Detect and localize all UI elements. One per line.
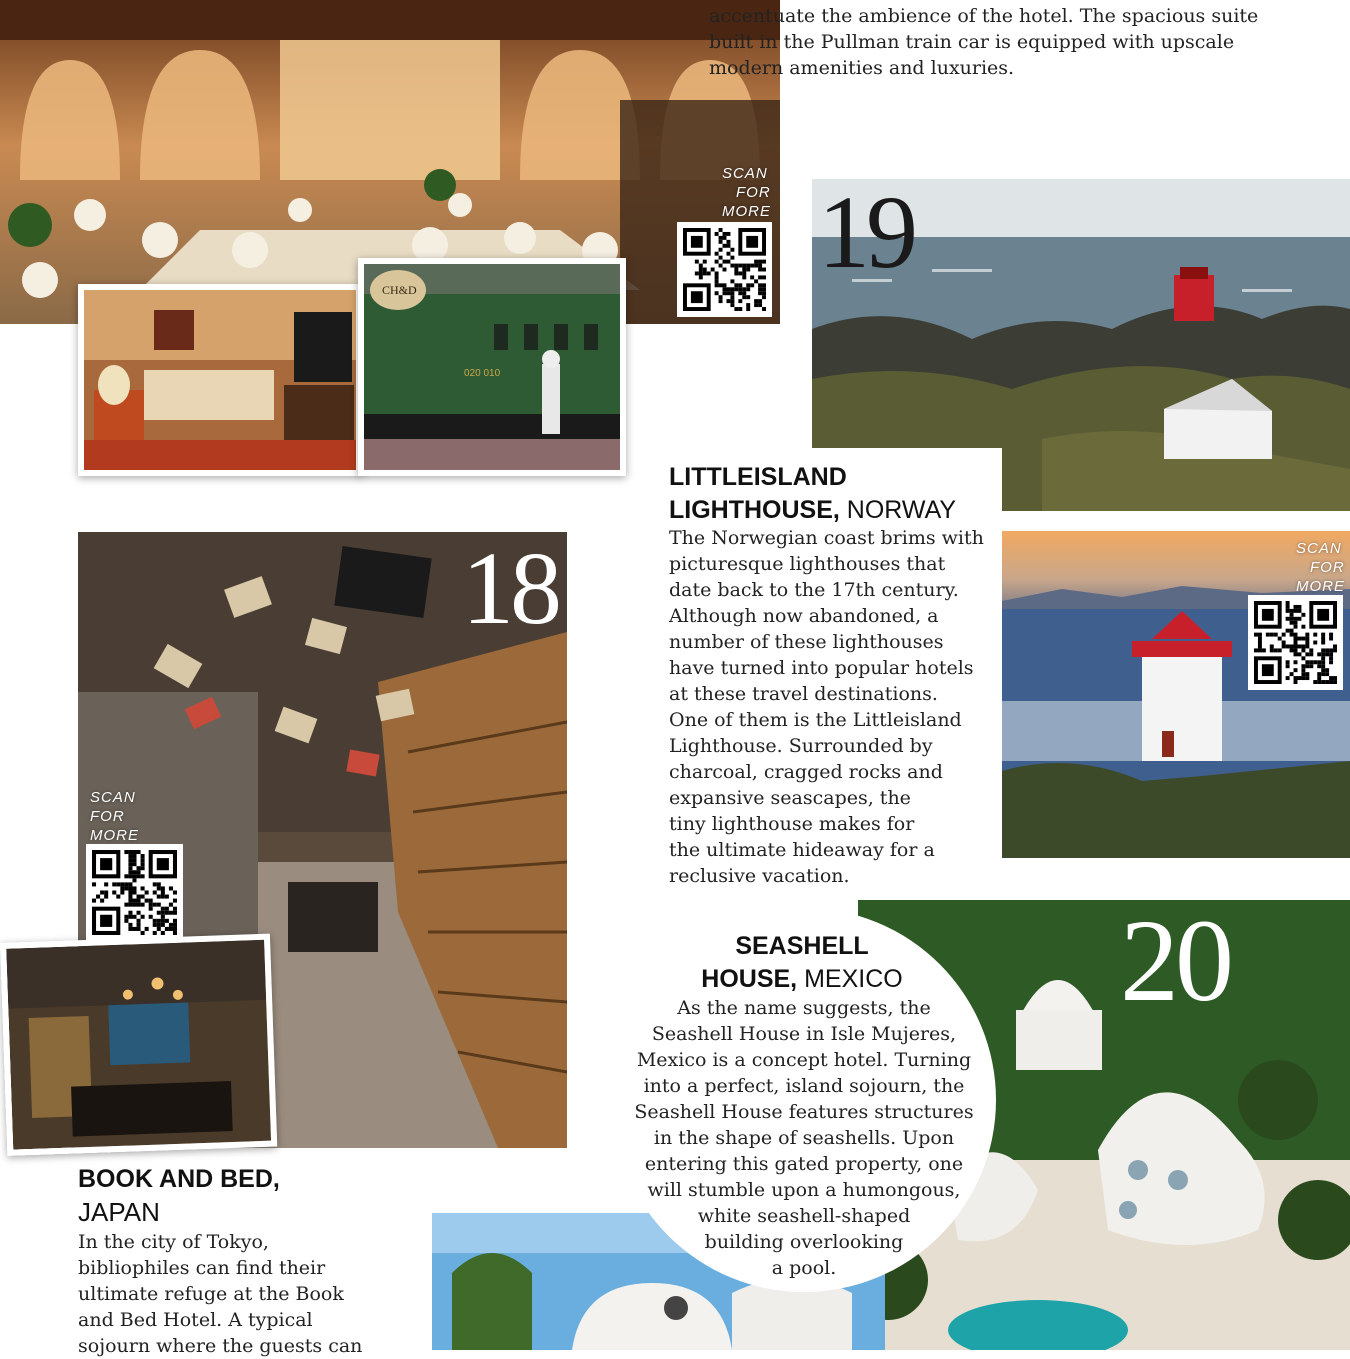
qr-pattern <box>1254 601 1337 684</box>
qr-pattern <box>683 228 766 311</box>
lighthouse-title-bold: LIGHTHOUSE, <box>669 496 840 524</box>
body-line: in the shape of seashells. Upon <box>653 1127 955 1149</box>
item-number-19: 19 <box>818 175 914 290</box>
seashell-body <box>612 995 996 1281</box>
body-line: have turned into popular hotels <box>669 657 974 679</box>
body-line: at these travel destinations. <box>669 683 938 705</box>
bookbed-title <box>78 1163 280 1229</box>
item-number-18: 18 <box>462 531 558 646</box>
body-line: tiny lighthouse makes for <box>669 813 915 835</box>
qr-code-bookbed[interactable] <box>86 844 183 941</box>
lighthouse-title-line1: LITTLEISLAND <box>669 463 847 491</box>
scan-text: SCAN <box>722 165 768 182</box>
book-and-bed-lounge-photo <box>0 934 277 1156</box>
body-line: The Norwegian coast brims with <box>669 527 984 549</box>
seashell-title-line1: SEASHELL <box>735 932 869 960</box>
text-line: accentuate the ambience of the hotel. The spacious suite <box>709 5 1259 27</box>
body-line: Although now abandoned, a <box>669 605 939 627</box>
lighthouse-body <box>669 525 984 889</box>
body-line: a pool. <box>771 1257 837 1279</box>
body-line: building overlooking <box>704 1231 904 1253</box>
seashell-title <box>624 930 980 996</box>
text-line: modern amenities and luxuries. <box>709 57 1015 79</box>
qr-code-top[interactable] <box>677 222 772 317</box>
more-text: MORE <box>90 827 139 844</box>
body-line: In the city of Tokyo, <box>78 1231 269 1253</box>
scan-text: SCAN <box>90 789 136 806</box>
body-line: the ultimate hideaway for a <box>669 839 935 861</box>
scan-text: SCAN <box>1296 540 1342 557</box>
body-line: white seashell-shaped <box>697 1205 911 1227</box>
body-line: Seashell House in Isle Mujeres, <box>651 1023 957 1045</box>
body-line: bibliophiles can find their <box>78 1257 326 1279</box>
body-line: number of these lighthouses <box>669 631 944 653</box>
bookbed-body <box>78 1229 362 1359</box>
for-text: FOR <box>1310 559 1345 576</box>
body-line: Lighthouse. Surrounded by <box>669 735 933 757</box>
lighthouse-title-line2 <box>669 494 956 527</box>
body-line: reclusive vacation. <box>669 865 850 887</box>
hotel-room-photo <box>78 284 362 476</box>
body-line: expansive seascapes, the <box>669 787 911 809</box>
text-line: built in the Pullman train car is equipped with upscale <box>709 31 1235 53</box>
body-line: entering this gated property, one <box>644 1153 964 1175</box>
body-line: Seashell House features structures <box>634 1101 974 1123</box>
seashell-title-bold: HOUSE, <box>701 965 798 993</box>
scan-for-more-label-lighthouse <box>1296 539 1345 596</box>
body-line: sojourn where the guests can <box>78 1335 363 1357</box>
more-text: MORE <box>1296 578 1345 595</box>
more-text: MORE <box>722 203 771 220</box>
for-text: FOR <box>736 184 771 201</box>
qr-code-lighthouse[interactable] <box>1248 595 1343 690</box>
lighthouse-country: NORWAY <box>846 496 957 524</box>
body-line: As the name suggests, the <box>677 997 931 1019</box>
scan-for-more-label-bookbed <box>90 788 139 845</box>
body-line: will stumble upon a humongous, <box>647 1179 961 1201</box>
top-continued-text <box>709 3 1258 81</box>
pullman-train-photo <box>358 258 626 476</box>
item-number-20: 20 <box>1120 895 1230 1026</box>
bookbed-country: JAPAN <box>78 1197 160 1227</box>
body-line: and Bed Hotel. A typical <box>78 1309 313 1331</box>
body-line: picturesque lighthouses that <box>669 553 946 575</box>
body-line: charcoal, cragged rocks and <box>669 761 943 783</box>
lighthouse-title <box>669 461 956 527</box>
seashell-title-line2 <box>624 963 980 996</box>
bookbed-title-bold: BOOK AND BED, <box>78 1165 280 1193</box>
for-text: FOR <box>90 808 125 825</box>
body-line: ultimate refuge at the Book <box>78 1283 344 1305</box>
qr-pattern <box>92 850 177 935</box>
seashell-country: MEXICO <box>804 965 903 993</box>
body-line: into a perfect, island sojourn, the <box>643 1075 965 1097</box>
svg-text:020 010: 020 010 <box>464 368 501 379</box>
body-line: One of them is the Littleisland <box>669 709 962 731</box>
body-line: Mexico is a concept hotel. Turning <box>636 1049 972 1071</box>
train-sign-text: CH&D <box>382 283 417 297</box>
body-line: date back to the 17th century. <box>669 579 959 601</box>
scan-for-more-label-top <box>722 164 771 221</box>
